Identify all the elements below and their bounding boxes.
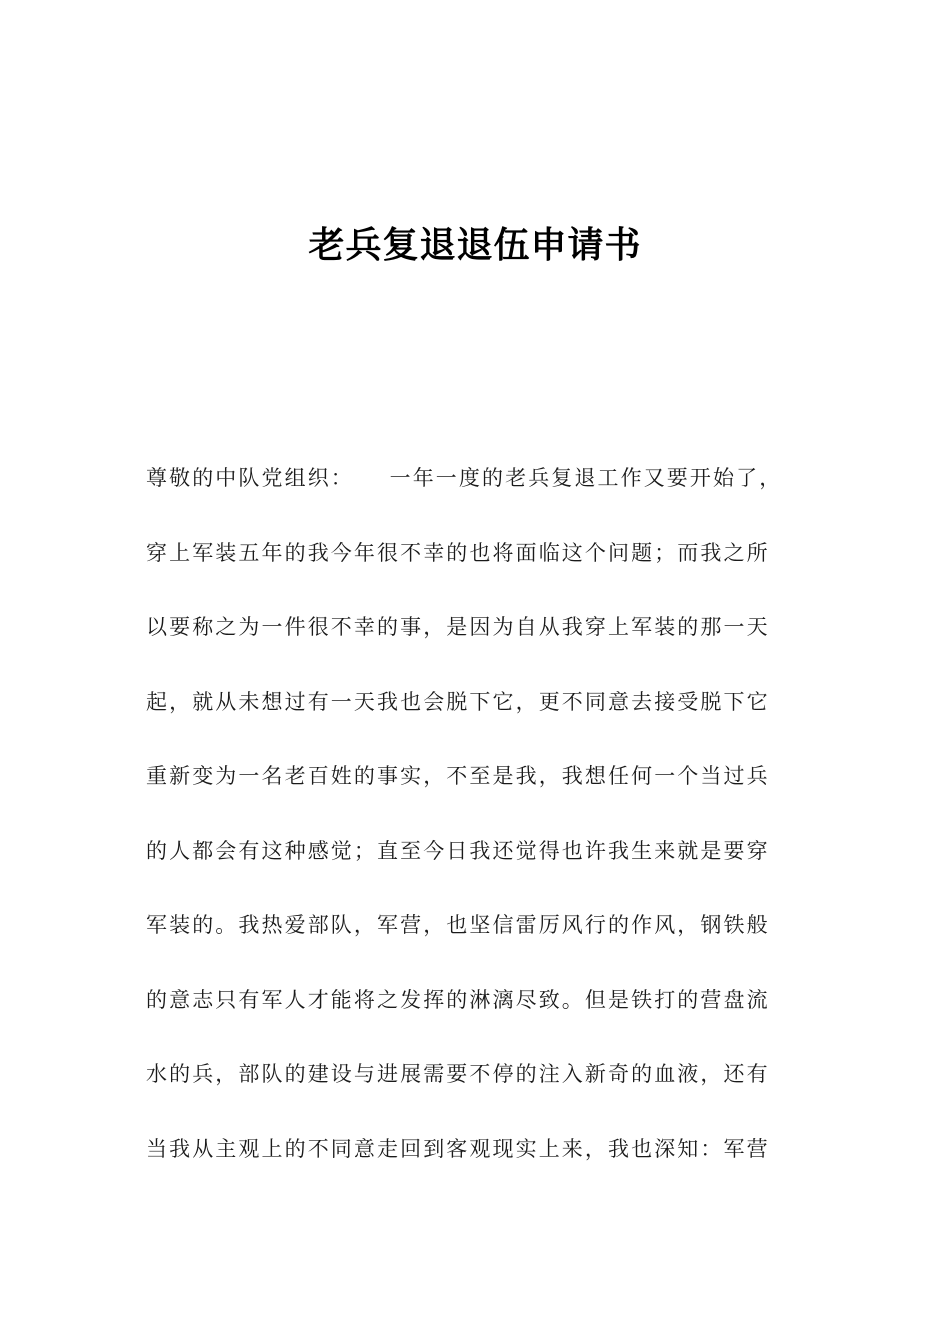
body-line: 以要称之为一件很不幸的事，是因为自从我穿上军装的那一天	[146, 615, 770, 639]
document-title: 老兵复退退伍申请书	[308, 225, 642, 266]
document-body	[146, 458, 806, 1203]
body-line: 穿上军装五年的我今年很不幸的也将面临这个问题；而我之所	[146, 540, 770, 565]
body-line: 的人都会有这种感觉；直至今日我还觉得也许我生来就是要穿	[146, 838, 770, 863]
body-line: 重新变为一名老百姓的事实，不至是我，我想任何一个当过兵	[146, 764, 770, 788]
body-line: 军装的。我热爱部队，军营，也坚信雷厉风行的作风，钢铁般	[146, 913, 770, 937]
body-line: 的意志只有军人才能将之发挥的淋漓尽致。但是铁打的营盘流	[146, 987, 770, 1012]
body-line: 尊敬的中队党组织： 一年一度的老兵复退工作又要开始了，	[146, 466, 783, 490]
body-line: 水的兵，部队的建设与进展需要不停的注入新奇的血液，还有	[146, 1062, 770, 1086]
body-line: 当我从主观上的不同意走回到客观现实上来，我也深知：军营	[146, 1136, 770, 1161]
body-line: 起，就从未想过有一天我也会脱下它，更不同意去接受脱下它	[146, 689, 770, 714]
